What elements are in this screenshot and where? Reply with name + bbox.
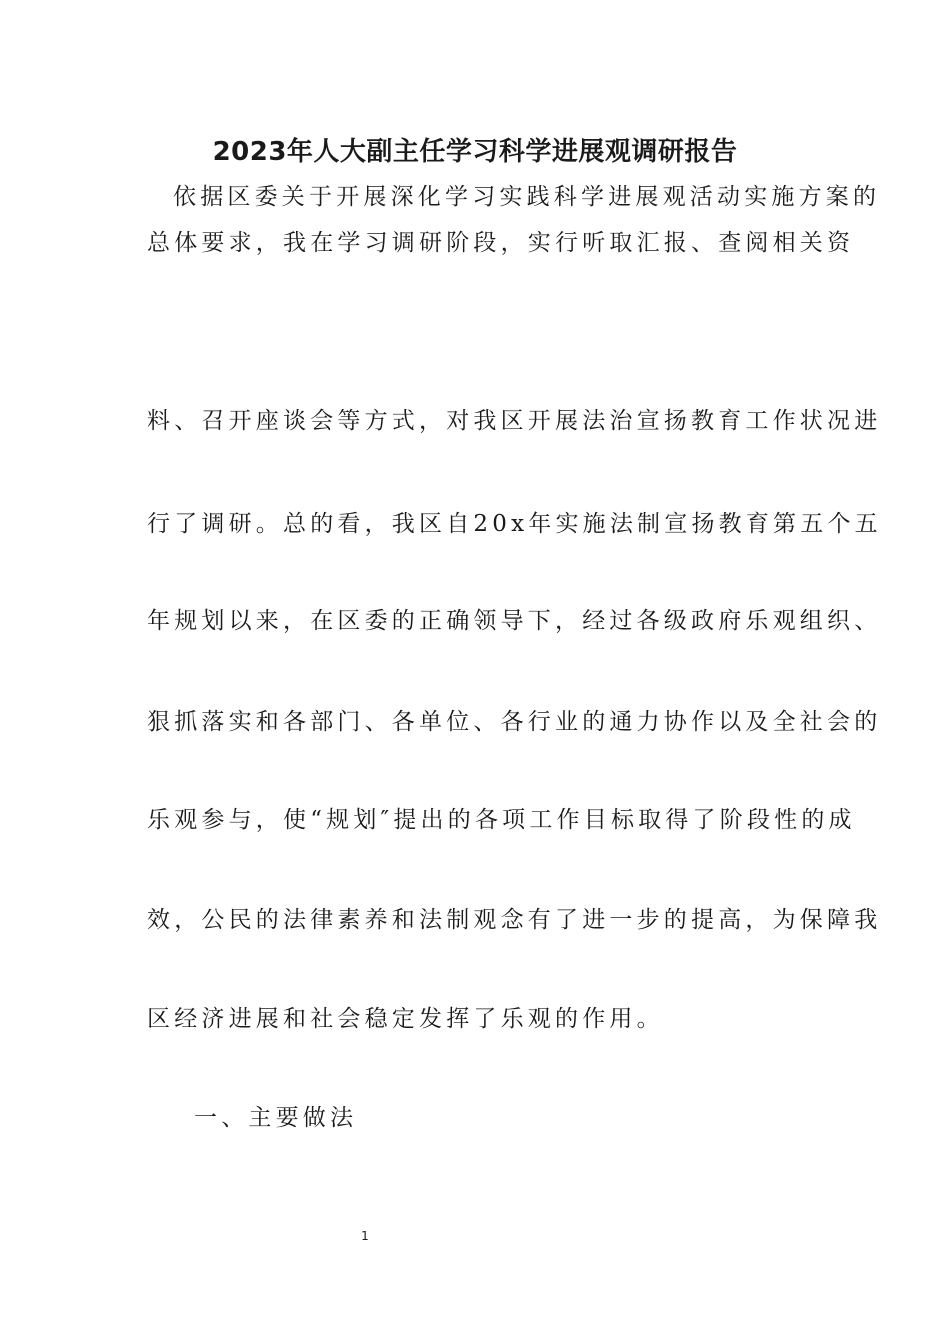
document-title: 2023年人大副主任学习科学进展观调研报告 (212, 137, 738, 167)
paragraph-line: 依据区委关于开展深化学习实践科学进展观活动实施方案的 (173, 184, 881, 210)
page-number: 1 (361, 1229, 369, 1243)
paragraph-line: 料、召开座谈会等方式，对我区开展法治宣扬教育工作状况进 (147, 408, 882, 434)
paragraph-line: 行了调研。总的看，我区自20x年实施法制宣扬教育第五个五 (147, 511, 882, 537)
paragraph-line: 总体要求，我在学习调研阶段，实行听取汇报、查阅相关资 (147, 230, 855, 256)
section-heading: 一、主要做法 (194, 1105, 358, 1131)
paragraph-line: 年规划以来，在区委的正确领导下，经过各级政府乐观组织、 (147, 608, 882, 634)
paragraph-line: 狠抓落实和各部门、各单位、各行业的通力协作以及全社会的 (147, 709, 882, 735)
paragraph-line: 区经济进展和社会稳定发挥了乐观的作用。 (147, 1006, 664, 1032)
paragraph-line: 乐观参与，使“规划″提出的各项工作目标取得了阶段性的成 (147, 807, 856, 833)
paragraph-line: 效，公民的法律素养和法制观念有了进一步的提高，为保障我 (147, 907, 882, 933)
